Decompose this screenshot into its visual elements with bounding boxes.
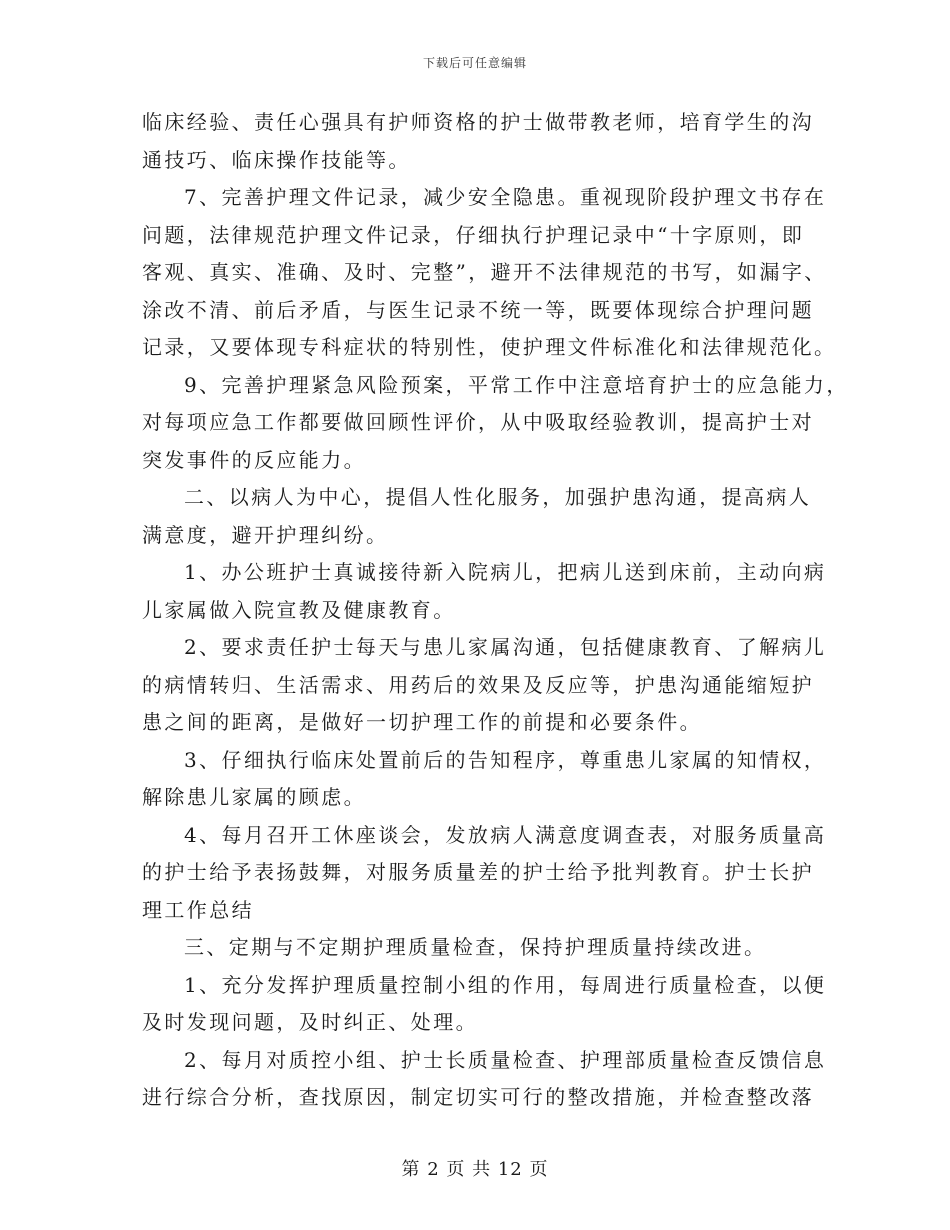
text-line: 涂改不清、前后矛盾，与医生记录不统一等，既要体现综合护理问题	[142, 297, 814, 322]
text-line: 客观、真实、准确、及时、完整”，避开不法律规范的书写，如漏字、	[142, 260, 827, 284]
text-line: 满意度，避开护理纠纷。	[142, 522, 389, 547]
page-header: 下载后可任意编辑	[422, 56, 527, 70]
text-line: 通技巧、临床操作技能等。	[142, 147, 411, 172]
text-line: 问题，法律规范护理文件记录，仔细执行护理记录中“十字原则，即	[142, 222, 805, 247]
text-line: 4、每月召开工休座谈会，发放病人满意度调查表，对服务质量高	[184, 822, 827, 847]
text-line: 2、每月对质控小组、护士长质量检查、护理部质量检查反馈信息	[184, 1047, 827, 1072]
section-heading-line: 二、以病人为中心，提倡人性化服务，加强护患沟通，提高病人	[184, 485, 812, 509]
section-heading-line: 三、定期与不定期护理质量检查，保持护理质量持续改进。	[184, 935, 767, 959]
text-line: 记录，又要体现专科症状的特别性，使护理文件标准化和法律规范化。	[142, 335, 837, 359]
text-line: 及时发现问题，及时纠正、处理。	[142, 1010, 478, 1034]
text-line: 1、办公班护士真诚接待新入院病儿，把病儿送到床前，主动向病	[184, 560, 827, 584]
text-line: 3、仔细执行临床处置前后的告知程序，尊重患儿家属的知情权，	[184, 747, 827, 772]
text-line: 1、充分发挥护理质量控制小组的作用，每周进行质量检查，以便	[184, 972, 827, 997]
text-line: 9、完善护理紧急风险预案，平常工作中注意培育护士的应急能力，	[184, 372, 849, 397]
text-line: 患之间的距离，是做好一切护理工作的前提和必要条件。	[142, 710, 702, 734]
page-number-footer: 第 2 页 共 12 页	[401, 1159, 549, 1180]
document-body	[142, 104, 849, 1117]
text-line: 对每项应急工作都要做回顾性评价，从中吸取经验教训，提高护士对	[142, 410, 814, 434]
text-line: 突发事件的反应能力。	[142, 447, 366, 472]
text-line: 理工作总结	[142, 897, 254, 922]
text-line: 解除患儿家属的顾虑。	[142, 785, 366, 809]
text-line: 的病情转归、生活需求、用药后的效果及反应等，护患沟通能缩短护	[142, 672, 814, 697]
text-line: 7、完善护理文件记录，减少安全隐患。重视现阶段护理文书存在	[184, 185, 827, 209]
text-line: 的护士给予表扬鼓舞，对服务质量差的护士给予批判教育。护士长护	[142, 860, 814, 884]
text-line: 临床经验、责任心强具有护师资格的护士做带教老师，培育学生的沟	[142, 110, 814, 134]
text-line: 进行综合分析，查找原因，制定切实可行的整改措施，并检查整改落	[142, 1085, 814, 1109]
text-line: 儿家属做入院宣教及健康教育。	[142, 597, 456, 622]
text-line: 2、要求责任护士每天与患儿家属沟通，包括健康教育、了解病儿	[184, 635, 827, 659]
